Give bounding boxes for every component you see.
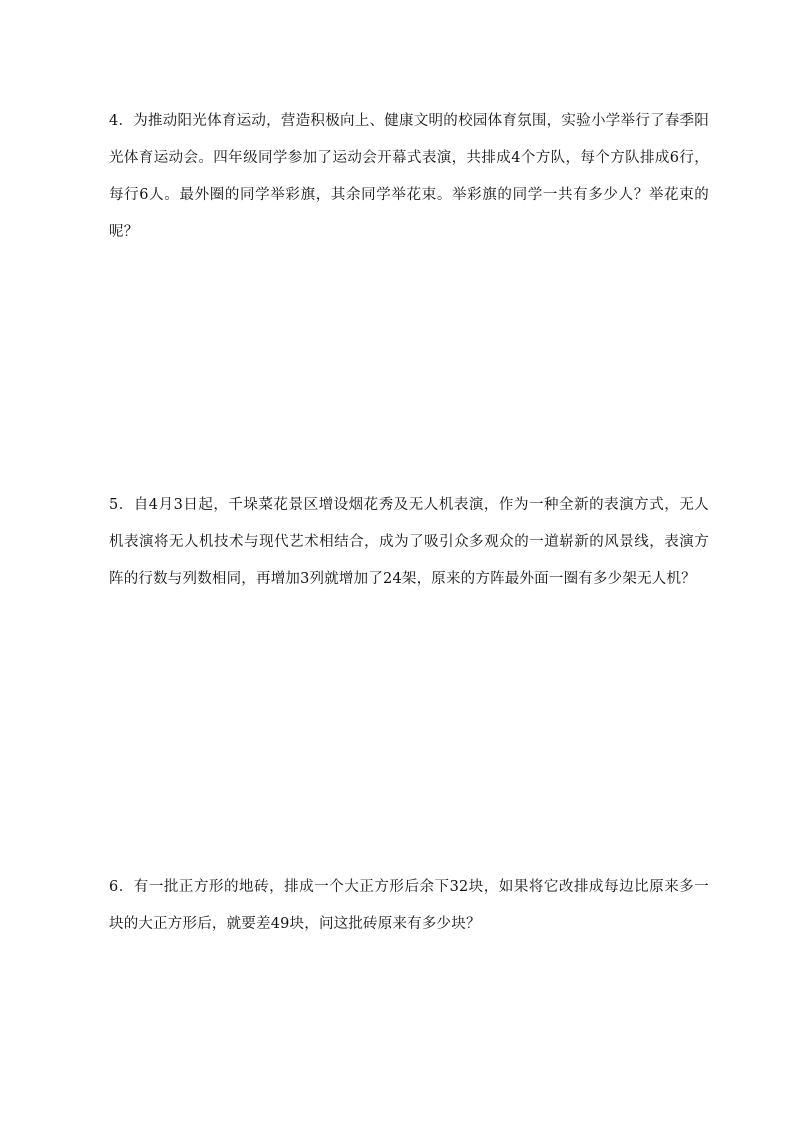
problem-6 — [109, 869, 709, 943]
problem-4 — [109, 103, 709, 251]
problem-4-text: 4．为推动阳光体育运动，营造积极向上、健康文明的校园体育氛围，实验小学举行了春季阳光体育运动会。四年级同学参加了运动会开幕式表演，共排成4个方队，每个方队排成6行，每行6人。最外圈的同学举彩旗，其余同学举花束。举彩旗的同学一共有多少人？举花束的呢？ — [109, 113, 709, 240]
problem-5-text: 5．自4月3日起，千垛菜花景区增设烟花秀及无人机表演，作为一种全新的表演方式，无人机表演将无人机技术与现代艺术相结合，成为了吸引众多观众的一道崭新的风景线，表演方阵的行数与列数相同，再增加3列就增加了24架，原来的方阵最外面一圈有多少架无人机？ — [109, 497, 709, 587]
problem-5 — [109, 487, 709, 598]
problem-6-text: 6．有一批正方形的地砖，排成一个大正方形后余下32块，如果将它改排成每边比原来多一块的大正方形后，就要差49块，问这批砖原来有多少块？ — [109, 879, 709, 932]
